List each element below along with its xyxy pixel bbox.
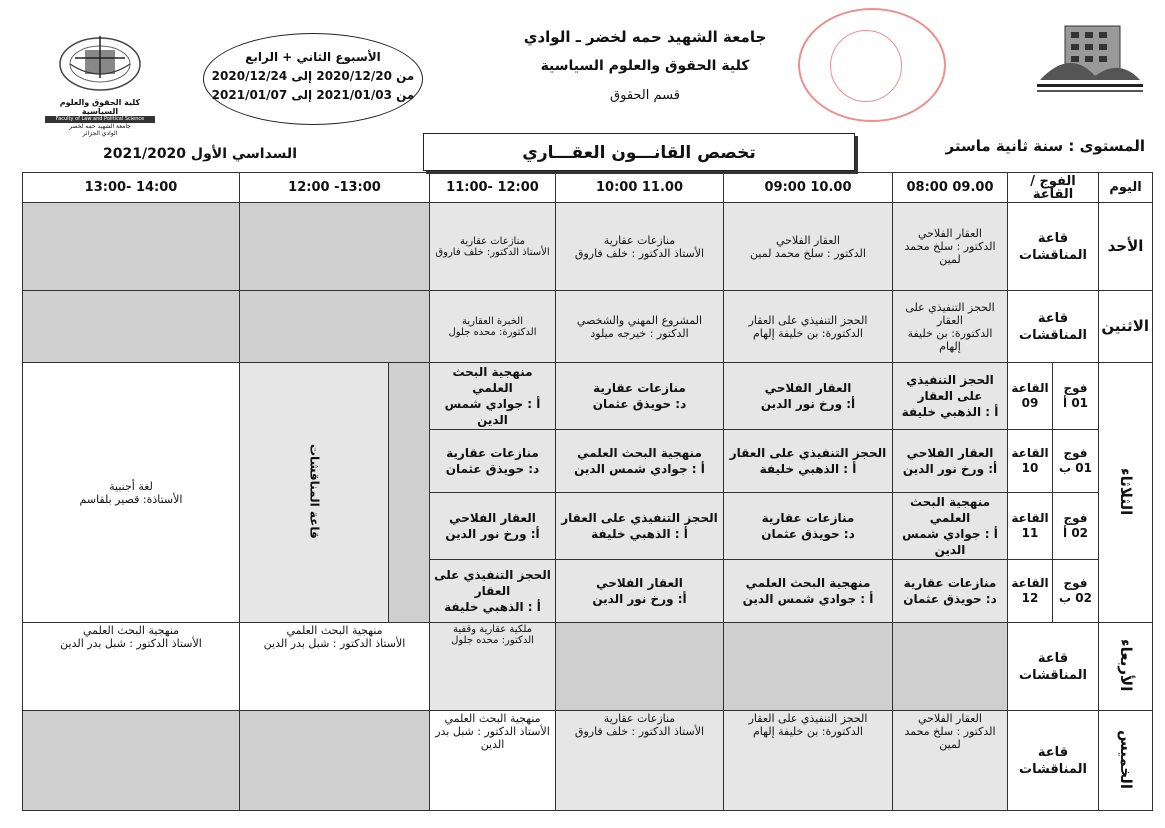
university-logo [1035, 18, 1145, 108]
room-10: القاعة 10 [1008, 430, 1053, 493]
faculty-name: كلية الحقوق والعلوم السياسية [540, 58, 750, 74]
university-name: جامعة الشهيد حمه لخضر ـ الوادي [523, 28, 767, 46]
row-monday [23, 291, 1153, 363]
cell-thu-1: العقار الفلاحي الدكتور : سلخ محمد لمين [893, 711, 1008, 811]
cell-tue-g1b-4: منازعات عقارية د: حويذق عثمان [430, 430, 556, 493]
cell-thu-3: منازعات عقارية الأستاذ الدكتور : خلف فاروق [556, 711, 724, 811]
date-range-2: من 2021/01/03 إلى 2021/01/07 [211, 88, 415, 102]
cell-tue-g1a-1: الحجز التنفيذي على العقار أ : الذهبي خليفة [893, 363, 1008, 430]
cell-tue-g1a-2: العقار الفلاحي أ: ورخ نور الدين [724, 363, 893, 430]
day-wednesday: الأربعاء [1099, 623, 1153, 711]
day-tuesday: الثلاثاء [1099, 363, 1153, 623]
day-thursday: الخميس [1099, 711, 1153, 811]
room-thursday: قاعة المناقشات [1008, 711, 1099, 811]
cell-wed-5: منهجية البحث العلمي الأستاذ الدكتور : شبل بدر الدين [240, 623, 430, 711]
logo-text-uni: جامعة الشهيد حمه لخضر [69, 123, 131, 130]
logo-text-ar: كلية الحقوق والعلوم السياسية [59, 98, 141, 116]
row-wednesday [23, 623, 1153, 711]
cell-thu-6-empty [23, 711, 240, 811]
group-g2b: فوج 02 ب [1053, 560, 1099, 623]
cell-wed-3-empty [556, 623, 724, 711]
cell-tue-g2b-4: الحجز التنفيذي على العقار أ : الذهبي خليفة [430, 560, 556, 623]
cell-tue-g1b-3: منهجية البحث العلمي أ : جوادي شمس الدين [556, 430, 724, 493]
cell-tue-g2b-2: منهجية البحث العلمي أ : جوادي شمس الدين [724, 560, 893, 623]
room-12: القاعة 12 [1008, 560, 1053, 623]
cell-thu-2: الحجز التنفيذي على العقار الدكتورة: بن خليفة إلهام [724, 711, 893, 811]
col-slot-1: 08:00 09.00 [893, 173, 1008, 203]
group-g1a: فوج 01 أ [1053, 363, 1099, 430]
cell-sun-4: منازعات عقارية الأستاذ الدكتور: خلف فاروق [430, 203, 556, 291]
room-09: القاعة 09 [1008, 363, 1053, 430]
logo-text-city: الوادي الجزائر [82, 130, 118, 137]
cell-tue-gap [389, 363, 430, 623]
stamp-inner-icon [830, 30, 902, 102]
cell-wed-2-empty [724, 623, 893, 711]
room-tue-debate: قاعة المناقشات [240, 363, 389, 623]
level-label: المستوى : سنة ثانية ماستر [945, 137, 1145, 155]
day-monday: الاثنين [1099, 291, 1153, 363]
col-slot-6: 13:00- 14:00 [23, 173, 240, 203]
group-g2a: فوج 02 أ [1053, 493, 1099, 560]
row-thursday [23, 711, 1153, 811]
logo-text-en: Faculty of Law and Political Science [45, 116, 155, 123]
cell-mon-3: المشروع المهني والشخصي الدكتور : خيرجه ميلود [556, 291, 724, 363]
faculty-emblem-icon [45, 28, 155, 94]
cell-thu-4: منهجية البحث العلمي الأستاذ الدكتور : شبل بدر الدين [430, 711, 556, 811]
semester-label: السداسي الأول 2021/2020 [103, 146, 297, 162]
specialty-title: تخصص القانـــون العقـــاري [423, 133, 855, 171]
cell-tue-g1a-3: منازعات عقارية د: حويذق عثمان [556, 363, 724, 430]
cell-tue-g1b-2: الحجز التنفيذي على العقار أ : الذهبي خليفة [724, 430, 893, 493]
cell-tue-g2a-1: منهجية البحث العلمي أ : جوادي شمس الدين [893, 493, 1008, 560]
col-slot-2: 09:00 10.00 [724, 173, 893, 203]
weeks-label: الأسبوع الثاني + الرابع [245, 50, 381, 64]
faculty-logo [45, 28, 155, 137]
col-group-room: الفوج / القاعة [1008, 173, 1099, 203]
col-slot-4: 11:00- 12:00 [430, 173, 556, 203]
cell-mon-4: الخبرة العقارية الدكتورة: محده جلول [430, 291, 556, 363]
weeks-oval [203, 33, 423, 125]
cell-mon-5-empty [240, 291, 430, 363]
cell-mon-2: الحجز التنفيذي على العقار الدكتورة: بن خليفة إلهام [724, 291, 893, 363]
col-day: اليوم [1099, 173, 1153, 203]
cell-tue-g2b-3: العقار الفلاحي أ: ورخ نور الدين [556, 560, 724, 623]
room-sunday: قاعة المناقشات [1008, 203, 1099, 291]
day-sunday: الأحد [1099, 203, 1153, 291]
room-wednesday: قاعة المناقشات [1008, 623, 1099, 711]
university-building-icon [1035, 18, 1145, 98]
col-slot-5: 12:00 -13:00 [240, 173, 430, 203]
cell-tue-g2a-4: العقار الفلاحي أ: ورخ نور الدين [430, 493, 556, 560]
cell-tue-g1a-4: منهجية البحث العلمي أ : جوادي شمس الدين [430, 363, 556, 430]
row-tue-g1a [23, 363, 1153, 430]
department-name: قسم الحقوق [610, 88, 680, 103]
cell-tue-language: لغة أجنبية الأستاذة: قصير بلقاسم [23, 363, 240, 623]
group-g1b: فوج 01 ب [1053, 430, 1099, 493]
room-11: القاعة 11 [1008, 493, 1053, 560]
cell-tue-g2a-2: منازعات عقارية د: حويذق عثمان [724, 493, 893, 560]
cell-tue-g1b-1: العقار الفلاحي أ: ورخ نور الدين [893, 430, 1008, 493]
cell-tue-g2b-1: منازعات عقارية د: حويذق عثمان [893, 560, 1008, 623]
cell-tue-g2a-3: الحجز التنفيذي على العقار أ : الذهبي خليفة [556, 493, 724, 560]
room-monday: قاعة المناقشات [1008, 291, 1099, 363]
cell-thu-5-empty [240, 711, 430, 811]
cell-sun-1: العقار الفلاحي الدكتور : سلخ محمد لمين [893, 203, 1008, 291]
cell-sun-5-empty [240, 203, 430, 291]
cell-sun-2: العقار الفلاحي الدكتور : سلخ محمد لمين [724, 203, 893, 291]
col-slot-3: 10:00 11.00 [556, 173, 724, 203]
cell-mon-1: الحجز التنفيذي على العقار الدكتورة: بن خليفة إلهام [893, 291, 1008, 363]
cell-sun-3: منازعات عقارية الأستاذ الدكتور : خلف فاروق [556, 203, 724, 291]
cell-wed-6: منهجية البحث العلمي الأستاذ الدكتور : شبل بدر الدين [23, 623, 240, 711]
cell-sun-6-empty [23, 203, 240, 291]
timetable [22, 172, 1153, 811]
cell-mon-6-empty [23, 291, 240, 363]
row-sunday [23, 203, 1153, 291]
date-range-1: من 2020/12/20 إلى 2020/12/24 [211, 69, 415, 83]
cell-wed-4: ملكية عقارية وقفية الدكتور: محده جلول [430, 623, 556, 711]
cell-wed-1-empty [893, 623, 1008, 711]
